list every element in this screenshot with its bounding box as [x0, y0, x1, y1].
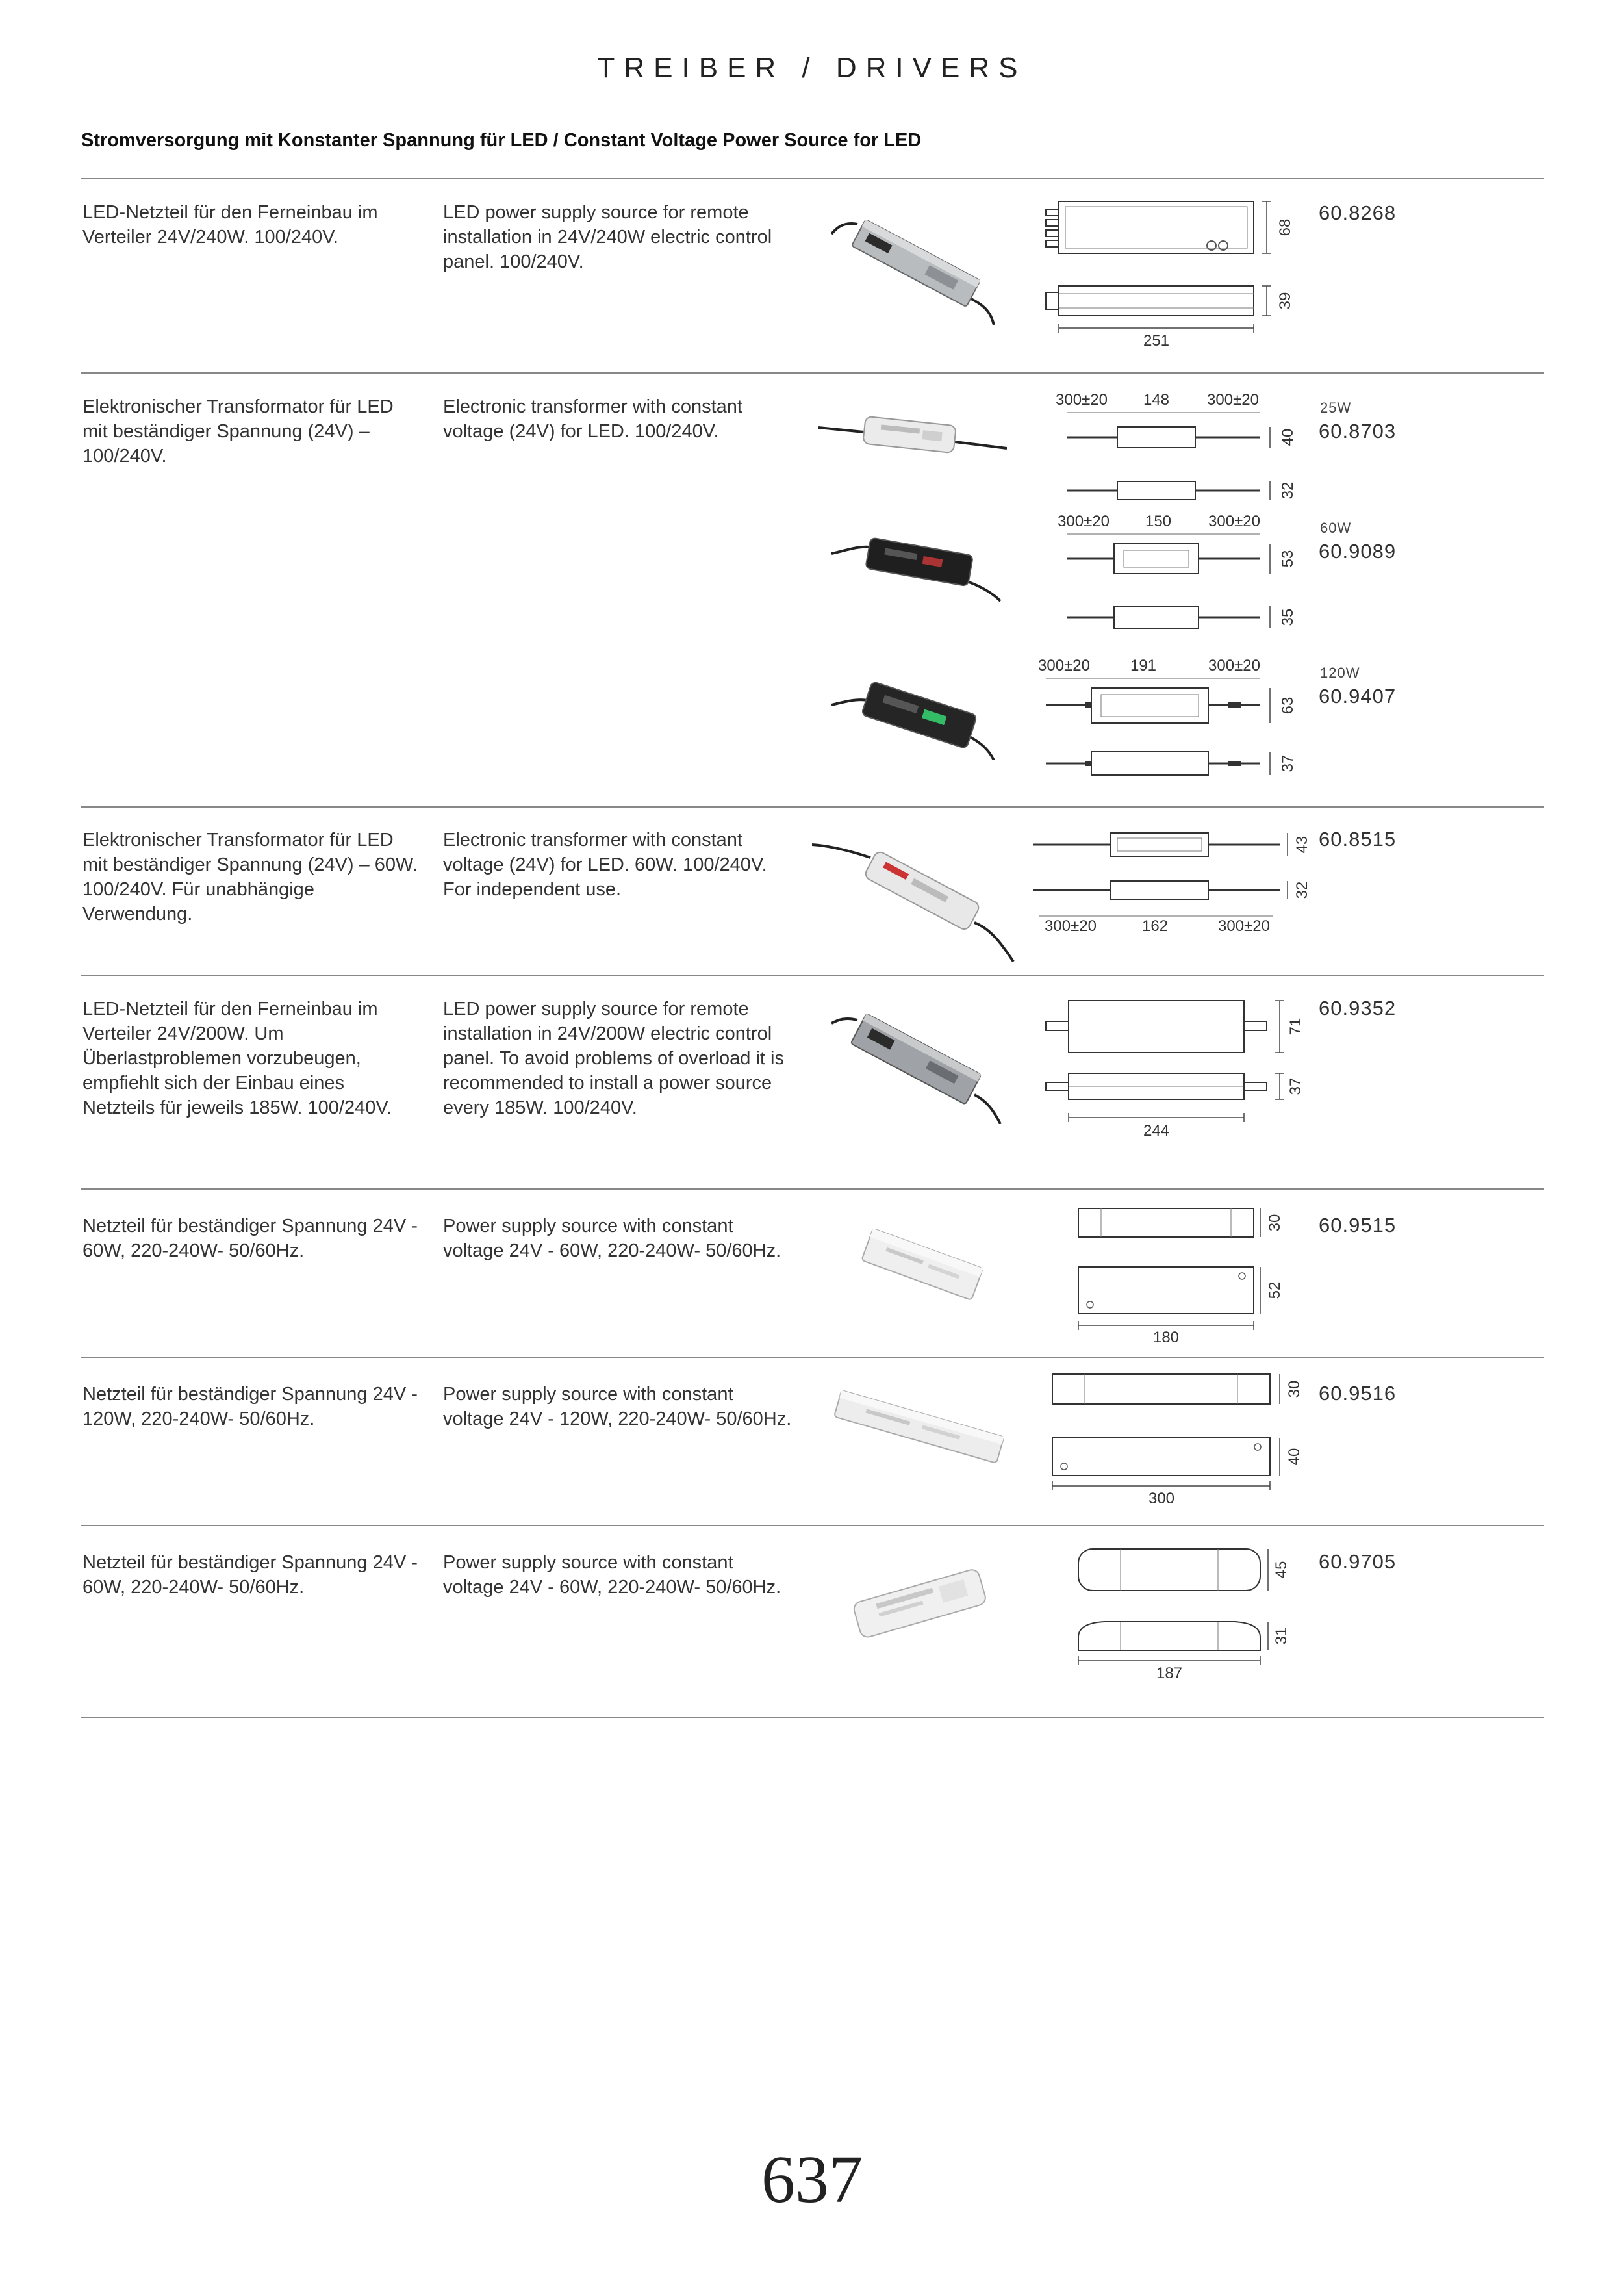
row-divider	[81, 1525, 1544, 1526]
power-supply-photo	[831, 208, 1007, 325]
product-description-en: LED power supply source for remote installation in 24V/200W electric control panel. To avoid problems of overload it is recommended to install a power source every 185W. 100/240V.	[443, 999, 784, 1118]
section-subtitle: Stromversorgung mit Konstanter Spannung für LED / Constant Voltage Power Source for LED	[81, 130, 922, 151]
product-description-de: Elektronischer Transformator für LED mit beständiger Spannung (24V) – 100/240V.	[82, 396, 394, 466]
dim-length: 150	[1145, 513, 1172, 530]
dim-height-top: 30	[1286, 1380, 1303, 1398]
product-description-en: LED power supply source for remote installation in 24V/240W electric control panel. 100/240V.	[443, 202, 772, 272]
dim-height-bottom: 52	[1266, 1281, 1284, 1299]
product-description-de: LED-Netzteil für den Ferneinbau im Verteiler 24V/200W. Um Überlastproblemen vorzubeugen, empfiehlt sich der Einbau eines Netzteils für jeweils 185W. 100/240V.	[82, 999, 392, 1118]
dim-height-top: 68	[1276, 218, 1294, 236]
product-description-en: Power supply source with constant voltage 24V - 60W, 220-240W- 50/60Hz.	[443, 1216, 781, 1261]
dim-length: 191	[1130, 657, 1157, 674]
dim-length: 187	[1156, 1665, 1183, 1682]
wattage-label: 25W	[1320, 400, 1352, 416]
product-code: 60.9515	[1319, 1214, 1397, 1236]
product-code: 60.9705	[1319, 1550, 1397, 1573]
product-description-en: Electronic transformer with constant voltage (24V) for LED. 100/240V.	[443, 396, 742, 442]
product-code: 60.9407	[1319, 685, 1397, 708]
row-divider	[81, 806, 1544, 808]
dim-height-top: 45	[1273, 1561, 1290, 1579]
dim-height-bottom: 40	[1286, 1448, 1303, 1466]
power-supply-photo	[831, 669, 1013, 760]
dim-height-bottom: 32	[1279, 481, 1297, 500]
dim-height-bottom: 37	[1279, 754, 1297, 773]
product-description-de: Netzteil für beständiger Spannung 24V - 120W, 220-240W- 50/60Hz.	[82, 1384, 418, 1429]
dim-height-top: 40	[1279, 428, 1297, 446]
dim-cable-right: 300±20	[1208, 657, 1260, 674]
dim-cable-left: 300±20	[1058, 513, 1110, 530]
dim-height-bottom: 37	[1287, 1077, 1304, 1095]
dim-length: 244	[1143, 1122, 1170, 1140]
product-description-de: Netzteil für beständiger Spannung 24V - 60W, 220-240W- 50/60Hz.	[82, 1552, 418, 1598]
dim-length: 300	[1148, 1490, 1175, 1507]
dimension-drawing	[1026, 387, 1312, 796]
page-number: 637	[761, 2142, 863, 2217]
row-divider	[81, 1357, 1544, 1358]
dimension-drawing	[1026, 825, 1312, 968]
dim-length: 180	[1152, 1329, 1180, 1346]
dimension-drawing	[1039, 1368, 1312, 1514]
dim-cable-right: 300±20	[1218, 917, 1270, 935]
product-code: 60.9352	[1319, 997, 1397, 1019]
power-supply-photo	[818, 396, 1007, 468]
row-divider	[81, 1717, 1544, 1718]
dim-length: 148	[1143, 391, 1170, 409]
page-title: TREIBER / DRIVERS	[597, 52, 1027, 84]
product-code: 60.9089	[1319, 540, 1397, 563]
wattage-label: 120W	[1320, 665, 1360, 681]
power-supply-photo	[825, 1377, 1013, 1475]
power-supply-photo	[831, 1001, 1013, 1124]
product-description-de: Netzteil für beständiger Spannung 24V - 60W, 220-240W- 50/60Hz.	[82, 1216, 418, 1261]
wattage-label: 60W	[1320, 520, 1352, 536]
dim-cable-left: 300±20	[1045, 917, 1097, 935]
dim-height-bottom: 31	[1273, 1627, 1290, 1645]
row-divider	[81, 178, 1544, 179]
product-code: 60.8703	[1319, 420, 1397, 442]
dimension-drawing	[1033, 195, 1306, 351]
dimension-drawing	[1065, 1202, 1299, 1351]
dim-height-bottom: 39	[1276, 292, 1294, 310]
row-divider	[81, 372, 1544, 374]
product-code: 60.9516	[1319, 1382, 1397, 1405]
dim-height-top: 30	[1266, 1214, 1284, 1232]
power-supply-photo	[844, 1215, 1000, 1312]
product-description-de: LED-Netzteil für den Ferneinbau im Verteiler 24V/240W. 100/240V.	[82, 202, 378, 248]
dim-cable-right: 300±20	[1207, 391, 1259, 409]
dim-height-bottom: 32	[1293, 881, 1311, 899]
power-supply-photo	[831, 520, 1013, 604]
product-description-en: Power supply source with constant voltage 24V - 120W, 220-240W- 50/60Hz.	[443, 1384, 792, 1429]
product-code: 60.8268	[1319, 201, 1397, 224]
product-code: 60.8515	[1319, 828, 1397, 850]
product-description-de: Elektronischer Transformator für LED mit beständiger Spannung (24V) – 60W. 100/240V. Für unabhängige Verwendung.	[82, 830, 418, 925]
row-divider	[81, 1188, 1544, 1190]
row-divider	[81, 975, 1544, 976]
dim-height-top: 71	[1287, 1017, 1304, 1036]
dimension-drawing	[1033, 988, 1306, 1143]
power-supply-photo	[812, 832, 1020, 962]
dim-cable-right: 300±20	[1208, 513, 1260, 530]
dimension-drawing	[1065, 1540, 1299, 1686]
power-supply-photo	[838, 1550, 1000, 1654]
dim-height-bottom: 35	[1279, 608, 1297, 626]
dim-length: 162	[1141, 917, 1169, 935]
dim-cable-left: 300±20	[1056, 391, 1108, 409]
product-description-en: Power supply source with constant voltage 24V - 60W, 220-240W- 50/60Hz.	[443, 1552, 781, 1598]
dim-height-top: 63	[1279, 696, 1297, 715]
dim-height-top: 53	[1279, 550, 1297, 568]
dim-height-top: 43	[1293, 836, 1311, 854]
dim-cable-left: 300±20	[1038, 657, 1090, 674]
dim-length: 251	[1143, 332, 1170, 350]
product-description-en: Electronic transformer with constant voltage (24V) for LED. 60W. 100/240V. For independent use.	[443, 830, 767, 900]
